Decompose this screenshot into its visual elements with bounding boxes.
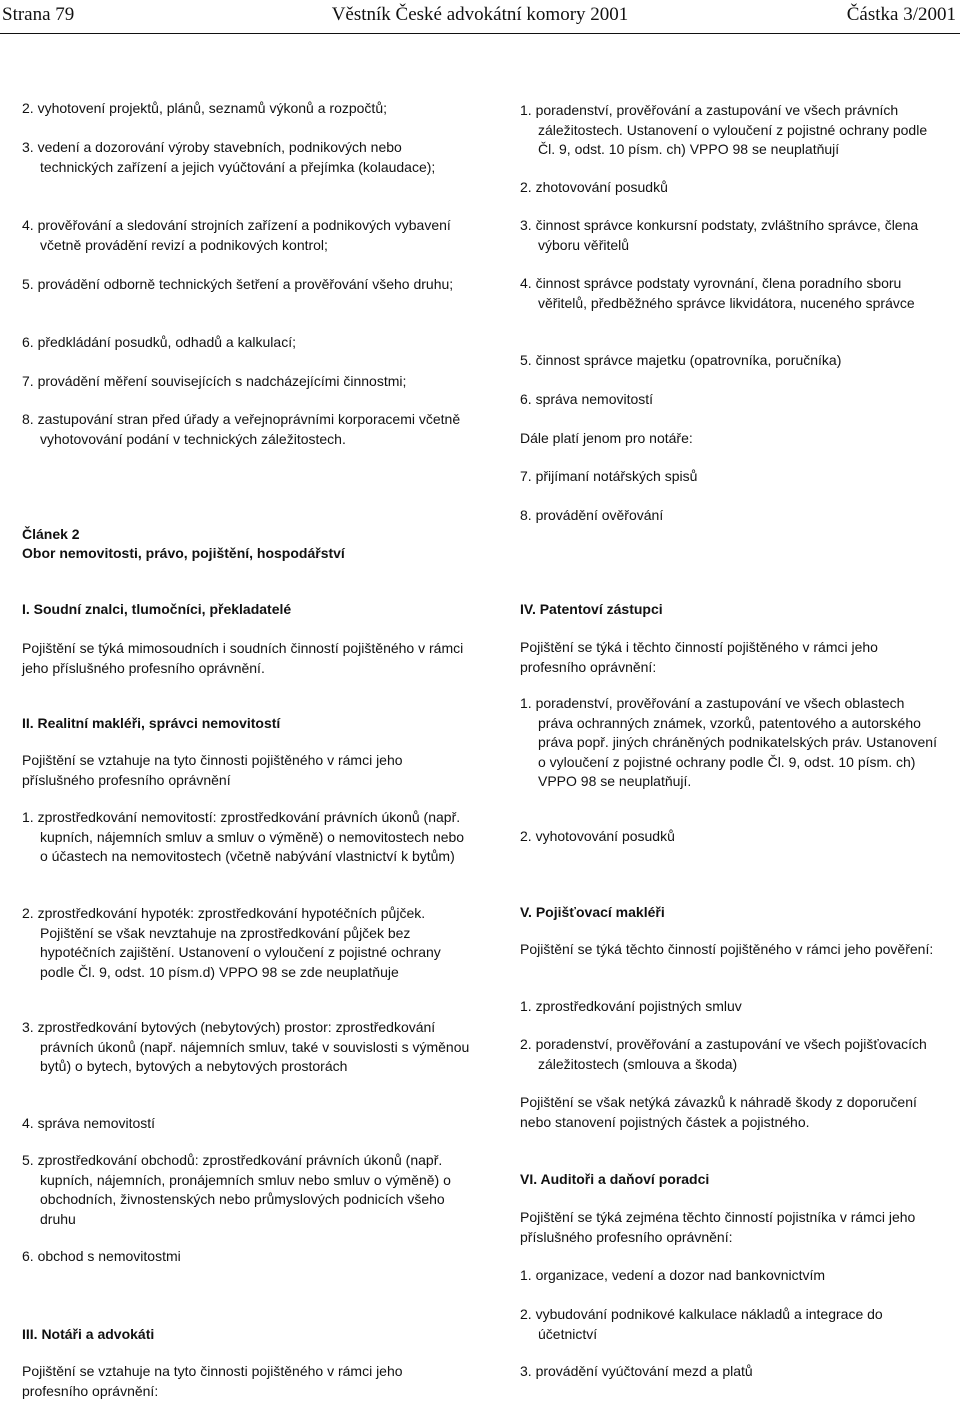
section-text: Pojištění se týká mimosoudních i soudních činností pojištěného v rámci jeho příslušného profesního oprávnění.	[22, 640, 464, 676]
journal-title: Věstník České advokátní komory 2001	[331, 4, 629, 25]
list-item: 1. poradenství, prověřování a zastupování ve všech oblastech práva ochranných známek, vzorků, patentového a autorského práva popř. jiných chráněných podnikatelských práv. Ustanovení o vyloučení z pojistné ochrany podle Čl. 9, odst. 10 písm. ch) VPPO 98 se neuplatňují.	[520, 695, 937, 790]
list-item: 3. činnost správce konkursní podstaty, zvláštního správce, člena výboru věřitelů	[520, 217, 919, 253]
section-text: Pojištění se týká zejména těchto činností pojistníka v rámci jeho příslušného profesního oprávnění:	[520, 1209, 916, 1245]
list-item: 7. provádění měření souvisejících s nadcházejícími činnostmi;	[22, 373, 407, 389]
section-heading: VI. Auditoři a daňoví poradci	[520, 1171, 710, 1187]
list-item: 2. zprostředkování hypoték: zprostředkování hypotéčních půjček. Pojištění se však nevztahuje na zprostředkování půjček bez hypotéčních zajištění. Ustanovení o vyloučení z pojistné ochrany podle Čl. 9, odst. 10 písm.d) VPPO 98 se zde neuplatňuje	[22, 905, 441, 980]
page-number: Strana 79	[2, 4, 75, 25]
list-item: 1. zprostředkování nemovitostí: zprostředkování právních úkonů (např. kupních, nájemních smluv a smluv o výměně) o nemovitostech nebo o účastech na nemovitostech (včetně nabývání vlastnictví k bytům)	[22, 809, 465, 865]
list-item: 8. zastupování stran před úřady a veřejnoprávními korporacemi včetně vyhotovování podání v technických záležitostech.	[22, 411, 461, 447]
notary-note: Dále platí jenom pro notáře:	[520, 430, 693, 446]
list-item: 1. organizace, vedení a dozor nad bankovnictvím	[520, 1267, 826, 1283]
list-item: 2. poradenství, prověřování a zastupování ve všech pojišťovacích záležitostech (smlouva a škoda)	[520, 1036, 927, 1072]
list-item: 3. zprostředkování bytových (nebytových) prostor: zprostředkování právních úkonů (např. nájemních smluv, také v souvislosti s výměnou bytů) o bytech, bytových a nebytových prostorách	[22, 1019, 470, 1075]
list-item: 6. předkládání posudků, odhadů a kalkulací;	[22, 334, 296, 350]
list-item: 3. vedení a dozorování výroby stavebních, podnikových nebo technických zařízení a jejich vyúčtování a přejímka (kolaudace);	[22, 139, 436, 175]
section-heading: V. Pojišťovací makléři	[520, 904, 665, 920]
section-text: Pojištění se vztahuje na tyto činnosti pojištěného v rámci jeho profesního oprávnění:	[22, 1363, 403, 1399]
section-text: Pojištění se týká i těchto činností pojištěného v rámci jeho profesního oprávnění:	[520, 639, 878, 675]
list-item: 5. zprostředkování obchodů: zprostředkování právních úkonů (např. kupních, nájemních, pronájemních smluv nebo smluv o výměně) o obchodních, živnostenských nebo průmyslových podnicích všeho druhu	[22, 1152, 451, 1227]
list-item: 4. činnost správce podstaty vyrovnání, člena poradního sboru věřitelů, předběžného správce likvidátora, nuceného správce	[520, 275, 915, 311]
section-text: Pojištění se týká těchto činností pojištěného v rámci jeho pověření:	[520, 941, 934, 957]
list-item: 6. obchod s nemovitostmi	[22, 1248, 181, 1264]
section-heading: IV. Patentoví zástupci	[520, 601, 663, 617]
list-item: 1. poradenství, prověřování a zastupování ve všech právních záležitostech. Ustanovení o vyloučení z pojistné ochrany podle Čl. 9, odst. 10 písm. ch) VPPO 98 se neuplatňují	[520, 102, 928, 158]
list-item: 3. provádění vyúčtování mezd a platů	[520, 1363, 753, 1379]
list-item: 8. provádění ověřování	[520, 507, 664, 523]
section-note: Pojištění se však netýká závazků k náhradě škody z doporučení nebo stanovení pojistných částek a pojistného.	[520, 1094, 917, 1130]
list-item: 4. správa nemovitostí	[22, 1115, 156, 1131]
list-item: 6. správa nemovitostí	[520, 391, 654, 407]
list-item: 2. vybudování podnikové kalkulace nákladů a integrace do účetnictví	[520, 1306, 883, 1342]
article-number: Článek 2	[22, 526, 80, 542]
header-rule	[0, 33, 960, 34]
list-item: 2. zhotovování posudků	[520, 179, 668, 195]
section-heading: III. Notáři a advokáti	[22, 1326, 155, 1342]
list-item: 2. vyhotovení projektů, plánů, seznamů výkonů a rozpočtů;	[22, 100, 387, 116]
section-heading: I. Soudní znalci, tlumočníci, překladatelé	[22, 601, 292, 617]
section-heading: II. Realitní makléři, správci nemovitostí	[22, 715, 281, 731]
issue-number: Částka 3/2001	[846, 4, 956, 25]
list-item: 1. zprostředkování pojistných smluv	[520, 998, 742, 1014]
list-item: 2. vyhotovování posudků	[520, 828, 675, 844]
list-item: 5. provádění odborně technických šetření a prověřování všeho druhu;	[22, 276, 454, 292]
page-header	[0, 0, 960, 30]
list-item: 4. prověřování a sledování strojních zařízení a podnikových vybavení včetně provádění revizí a podnikových kontrol;	[22, 217, 451, 253]
list-item: 7. přijímaní notářských spisů	[520, 468, 698, 484]
article-title: Obor nemovitosti, právo, pojištění, hospodářství	[22, 545, 345, 561]
section-text: Pojištění se vztahuje na tyto činnosti pojištěného v rámci jeho příslušného profesního oprávnění	[22, 752, 403, 788]
list-item: 5. činnost správce majetku (opatrovníka, poručníka)	[520, 352, 842, 368]
